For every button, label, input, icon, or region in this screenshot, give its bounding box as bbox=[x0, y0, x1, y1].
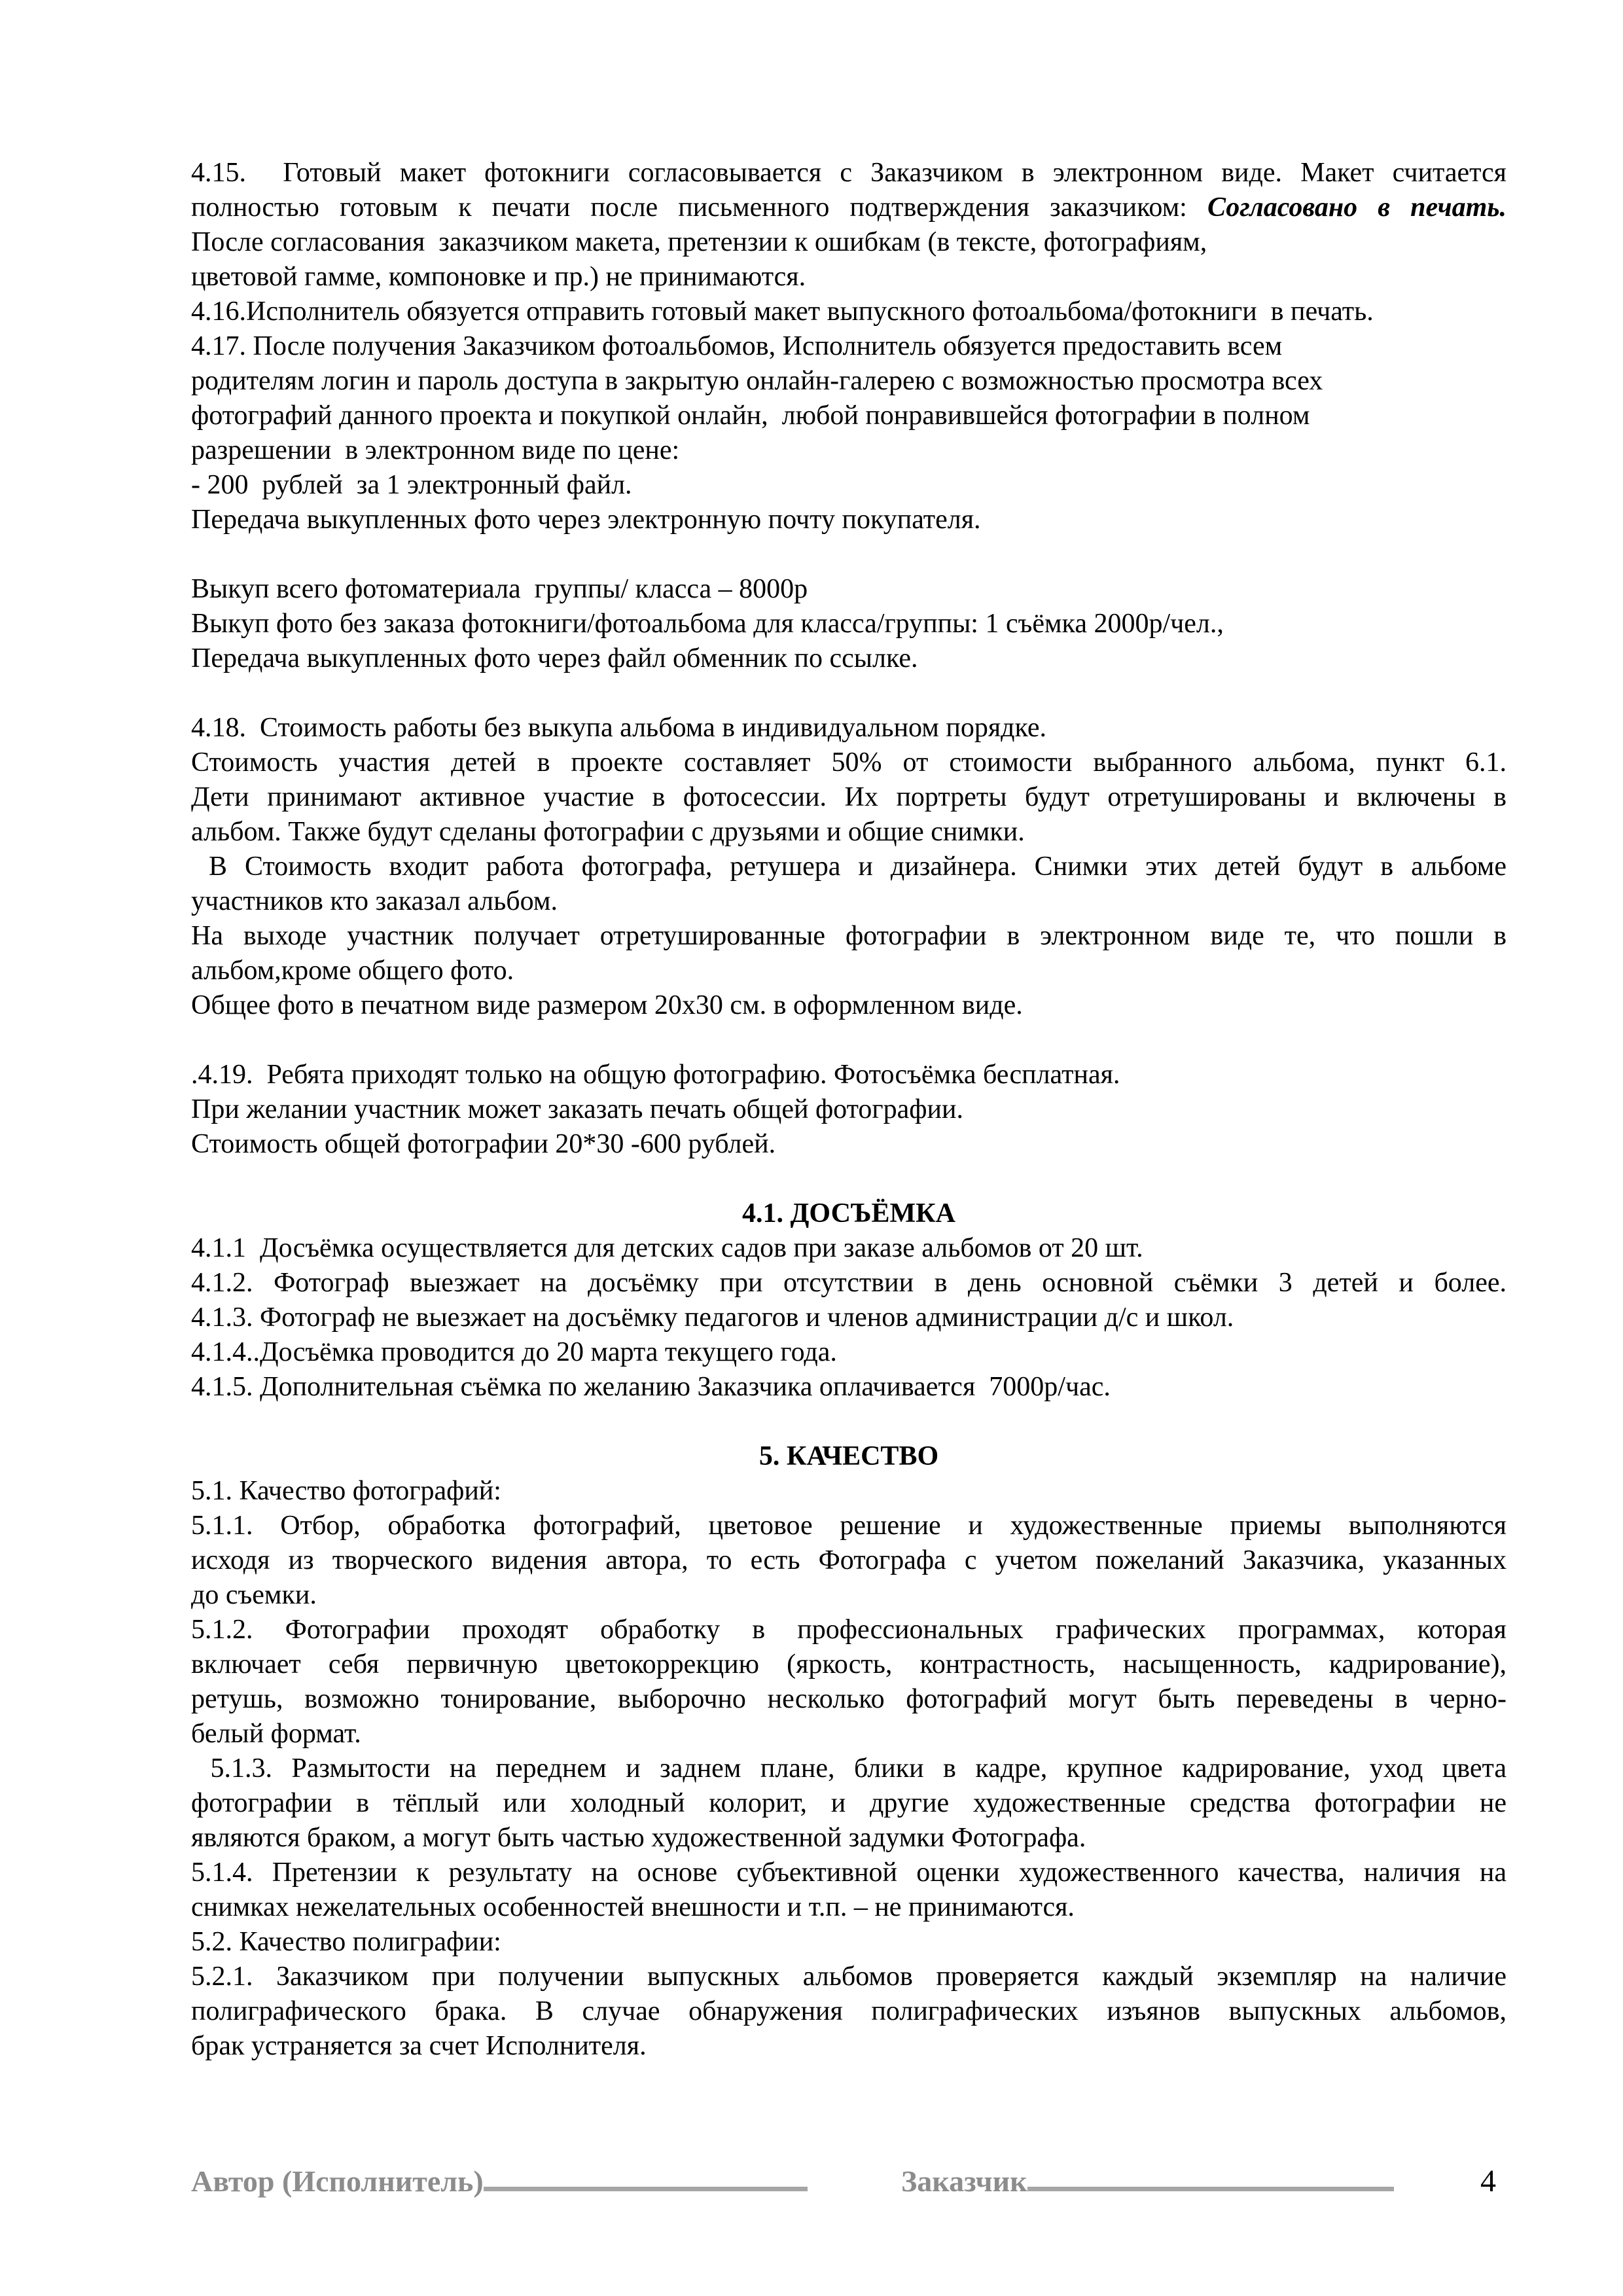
clause-4-18-cont-2 bbox=[191, 780, 1507, 815]
buyout-all-material bbox=[191, 572, 1507, 607]
clause-5-1-2 bbox=[191, 1613, 1507, 1647]
text-segment: На выходе участник получает отретушированные фотографии в электронном виде те, что пошли в bbox=[191, 921, 1507, 951]
clause-4-19-cont-1 bbox=[191, 1092, 1507, 1127]
text-segment: 4.1. ДОСЪЁМКА bbox=[742, 1198, 955, 1229]
text-segment: Дети принимают активное участие в фотосессии. Их портреты будут отретушированы и включены в bbox=[191, 782, 1507, 812]
clause-4-19-cont-2 bbox=[191, 1127, 1507, 1162]
clause-4-19 bbox=[191, 1058, 1507, 1092]
text-segment: белый формат. bbox=[191, 1719, 361, 1749]
author-signature-label: Автор (Исполнитель) bbox=[191, 2164, 484, 2198]
delivery-by-email bbox=[191, 503, 1507, 537]
clause-4-15-cont-1 bbox=[191, 190, 1507, 225]
clause-5-1-4 bbox=[191, 1856, 1507, 1890]
text-segment: Выкуп фото без заказа фотокниги/фотоальбома для класса/группы: 1 съёмка 2000р/чел., bbox=[191, 609, 1224, 639]
clause-4-17-cont-3 bbox=[191, 433, 1507, 468]
price-per-electronic-file bbox=[191, 468, 1507, 503]
blank-line bbox=[191, 1162, 1507, 1196]
text-segment: снимках нежелательных особенностей внешности и т.п. – не принимаются. bbox=[191, 1892, 1075, 1922]
text-segment: - 200 рублей за 1 электронный файл. bbox=[191, 470, 632, 500]
author-signature-blank bbox=[484, 2187, 808, 2191]
clause-4-18-cont-8 bbox=[191, 988, 1507, 1023]
clause-4-17-cont-1 bbox=[191, 364, 1507, 399]
clause-4-18-cont-6 bbox=[191, 919, 1507, 954]
clause-4-17 bbox=[191, 329, 1507, 364]
approved-for-print-phrase: Согласовано в печать. bbox=[1207, 192, 1507, 223]
text-segment: 4.17. После получения Заказчиком фотоальбомов, Исполнитель обязуется предоставить всем bbox=[191, 331, 1283, 361]
text-segment: При желании участник может заказать печать общей фотографии. bbox=[191, 1094, 963, 1124]
text-segment: Стоимость общей фотографии 20*30 -600 рублей. bbox=[191, 1129, 776, 1159]
text-segment: 4.18. Стоимость работы без выкупа альбома в индивидуальном порядке. bbox=[191, 713, 1047, 743]
clause-5-2-1-cont-2 bbox=[191, 2029, 1507, 2064]
blank-line bbox=[191, 537, 1507, 572]
customer-signature-blank bbox=[1027, 2187, 1394, 2191]
text-segment: .4.19. Ребята приходят только на общую фотографию. Фотосъёмка бесплатная. bbox=[191, 1060, 1120, 1090]
text-segment: полиграфического брака. В случае обнаружения полиграфических изъянов выпускных альбомов, bbox=[191, 1996, 1507, 2026]
clause-4-1-5 bbox=[191, 1370, 1507, 1405]
clause-5-1-3-cont-1 bbox=[191, 1786, 1507, 1821]
text-segment: ретушь, возможно тонирование, выборочно несколько фотографий могут быть переведены в черно- bbox=[191, 1684, 1507, 1714]
text-segment: 5.1.4. Претензии к результату на основе субъективной оценки художественного качества, наличия на bbox=[191, 1857, 1507, 1888]
text-segment bbox=[191, 1407, 198, 1437]
text-segment: являются браком, а могут быть частью художественной задумки Фотографа. bbox=[191, 1823, 1086, 1853]
text-segment: 4.1.1 Досъёмка осуществляется для детских садов при заказе альбомов от 20 шт. bbox=[191, 1233, 1143, 1263]
clause-4-18 bbox=[191, 711, 1507, 745]
clause-5-1-2-cont-3 bbox=[191, 1717, 1507, 1751]
text-segment: Передача выкупленных фото через электронную почту покупателя. bbox=[191, 505, 981, 535]
text-segment: 4.1.2. Фотограф выезжает на досъёмку при отсутствии в день основной съёмки 3 детей и более. bbox=[191, 1268, 1507, 1298]
buyout-without-album bbox=[191, 607, 1507, 641]
blank-line bbox=[191, 676, 1507, 711]
clause-4-15-cont-2 bbox=[191, 225, 1507, 260]
text-segment bbox=[191, 1025, 198, 1055]
text-segment: Передача выкупленных фото через файл обменник по ссылке. bbox=[191, 643, 918, 673]
clause-5-2 bbox=[191, 1925, 1507, 1960]
clause-5-1-1 bbox=[191, 1509, 1507, 1543]
text-segment: до съемки. bbox=[191, 1580, 317, 1610]
page-number: 4 bbox=[1480, 2164, 1496, 2198]
text-segment: 5.1. Качество фотографий: bbox=[191, 1476, 501, 1506]
clause-5-2-1 bbox=[191, 1960, 1507, 1994]
text-segment: 4.16.Исполнитель обязуется отправить готовый макет выпускного фотоальбома/фотокниги в печать. bbox=[191, 296, 1374, 327]
customer-signature-label: Заказчик bbox=[901, 2164, 1027, 2198]
text-segment: исходя из творческого видения автора, то есть Фотографа с учетом пожеланий Заказчика, указанных bbox=[191, 1545, 1507, 1575]
text-segment: 4.1.3. Фотограф не выезжает на досъёмку педагогов и членов администрации д/с и школ. bbox=[191, 1302, 1234, 1333]
text-segment: альбом,кроме общего фото. bbox=[191, 956, 514, 986]
clause-5-1 bbox=[191, 1474, 1507, 1509]
text-segment: альбом. Также будут сделаны фотографии с друзьями и общие снимки. bbox=[191, 817, 1025, 847]
clause-4-15 bbox=[191, 156, 1507, 190]
customer-signature-block bbox=[901, 2164, 1394, 2198]
clause-4-18-cont-4 bbox=[191, 850, 1507, 884]
clause-4-18-cont-7 bbox=[191, 954, 1507, 988]
text-segment: фотографии в тёплый или холодный колорит, и другие художественные средства фотографии не bbox=[191, 1788, 1507, 1818]
text-segment: После согласования заказчиком макета, претензии к ошибкам (в тексте, фотографиям, bbox=[191, 227, 1207, 257]
clause-4-15-cont-3 bbox=[191, 260, 1507, 295]
clause-5-1-3 bbox=[191, 1751, 1507, 1786]
text-segment: 4.15. Готовый макет фотокниги согласовывается с Заказчиком в электронном виде. Макет считается bbox=[191, 158, 1507, 188]
text-segment: участников кто заказал альбом. bbox=[191, 886, 558, 916]
text-segment: брак устраняется за счет Исполнителя. bbox=[191, 2031, 647, 2061]
page-footer bbox=[0, 2164, 1623, 2210]
clause-4-1-4 bbox=[191, 1335, 1507, 1370]
clause-5-2-1-cont-1 bbox=[191, 1994, 1507, 2029]
text-segment: 5.1.3. Размытости на переднем и заднем плане, блики в кадре, крупное кадрирование, уход цвета bbox=[191, 1753, 1507, 1784]
clause-5-1-4-cont-1 bbox=[191, 1890, 1507, 1925]
clause-5-1-2-cont-2 bbox=[191, 1682, 1507, 1717]
blank-line bbox=[191, 1023, 1507, 1058]
clause-4-1-1 bbox=[191, 1231, 1507, 1266]
text-segment: включает себя первичную цветокоррекцию (яркость, контрастность, насыщенность, кадрирование), bbox=[191, 1649, 1507, 1679]
clause-5-1-3-cont-2 bbox=[191, 1821, 1507, 1856]
text-segment: 4.1.5. Дополнительная съёмка по желанию Заказчика оплачивается 7000р/час. bbox=[191, 1372, 1111, 1402]
text-segment: 4.1.4..Досъёмка проводится до 20 марта текущего года. bbox=[191, 1337, 837, 1367]
clause-5-1-2-cont-1 bbox=[191, 1647, 1507, 1682]
blank-line bbox=[191, 1405, 1507, 1439]
text-segment: 5.1.1. Отбор, обработка фотографий, цветовое решение и художественные приемы выполняются bbox=[191, 1511, 1507, 1541]
text-segment: 5.2.1. Заказчиком при получении выпускных альбомов проверяется каждый экземпляр на наличие bbox=[191, 1962, 1507, 1992]
clause-4-18-cont-1 bbox=[191, 745, 1507, 780]
text-segment: цветовой гамме, компоновке и пр.) не принимаются. bbox=[191, 262, 806, 292]
text-segment bbox=[191, 678, 198, 708]
clause-4-1-3 bbox=[191, 1300, 1507, 1335]
text-segment: Выкуп всего фотоматериала группы/ класса – 8000р bbox=[191, 574, 808, 604]
text-segment bbox=[191, 1164, 198, 1194]
delivery-by-file-share bbox=[191, 641, 1507, 676]
text-segment: родителям логин и пароль доступа в закрытую онлайн-галерею с возможностью просмотра всех bbox=[191, 366, 1323, 396]
clause-4-16 bbox=[191, 295, 1507, 329]
text-segment: разрешении в электронном виде по цене: bbox=[191, 435, 680, 465]
clause-5-1-1-cont-1 bbox=[191, 1543, 1507, 1578]
text-segment: Стоимость участия детей в проекте составляет 50% от стоимости выбранного альбома, пункт 6.1. bbox=[191, 747, 1507, 778]
document-body bbox=[191, 156, 1507, 2064]
clause-4-18-cont-5 bbox=[191, 884, 1507, 919]
text-segment: 5.1.2. Фотографии проходят обработку в профессиональных графических программах, которая bbox=[191, 1615, 1507, 1645]
heading-dosyomka bbox=[191, 1196, 1507, 1231]
text-segment: Общее фото в печатном виде размером 20х30 см. в оформленном виде. bbox=[191, 990, 1023, 1020]
text-segment: В Стоимость входит работа фотографа, ретушера и дизайнера. Снимки этих детей будут в альбоме bbox=[191, 852, 1507, 882]
clause-4-17-cont-2 bbox=[191, 399, 1507, 433]
clause-4-1-2 bbox=[191, 1266, 1507, 1300]
text-segment bbox=[191, 539, 198, 569]
text-segment: фотографий данного проекта и покупкой онлайн, любой понравившейся фотографии в полном bbox=[191, 401, 1310, 431]
text-segment: 5.2. Качество полиграфии: bbox=[191, 1927, 501, 1957]
clause-4-18-cont-3 bbox=[191, 815, 1507, 850]
author-signature-block bbox=[191, 2164, 808, 2198]
text-segment: полностью готовым к печати после письменного подтверждения заказчиком: bbox=[191, 192, 1207, 223]
heading-kachestvo bbox=[191, 1439, 1507, 1474]
clause-5-1-1-cont-2 bbox=[191, 1578, 1507, 1613]
text-segment: 5. КАЧЕСТВО bbox=[758, 1441, 939, 1471]
